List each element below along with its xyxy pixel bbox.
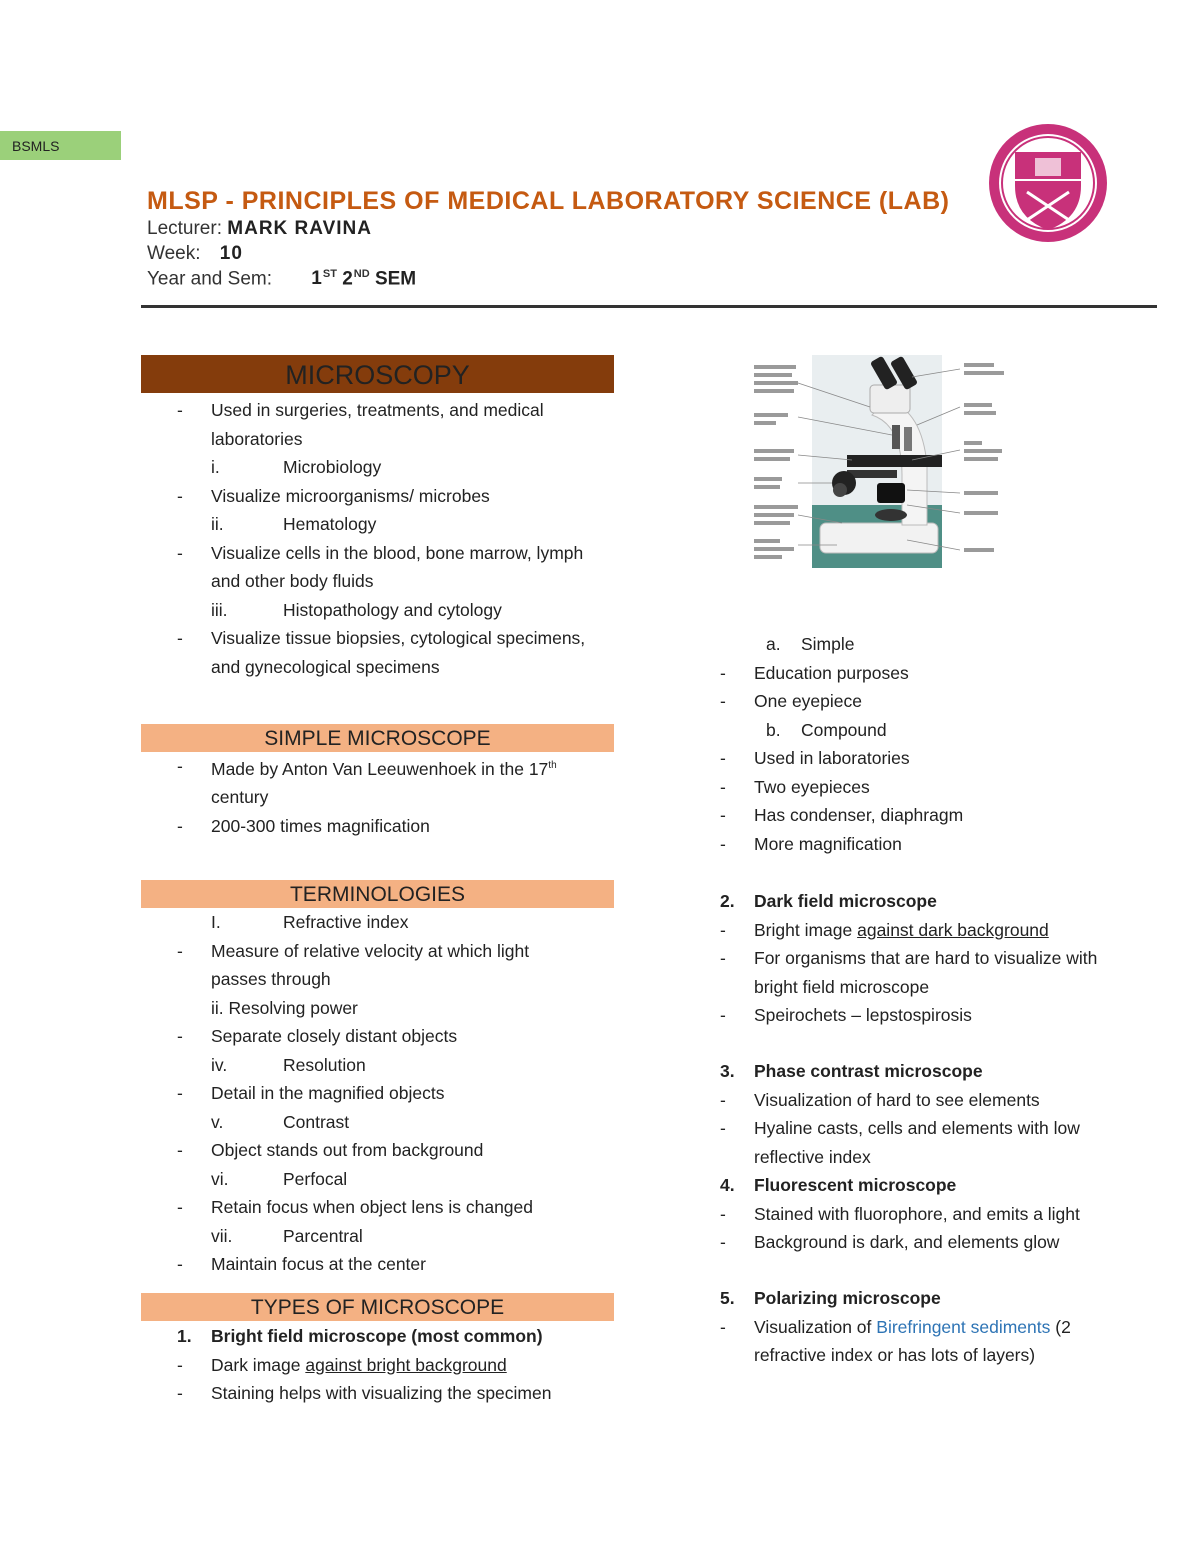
course-tag: BSMLS: [0, 131, 121, 160]
types-heading: TYPES OF MICROSCOPE: [141, 1293, 614, 1321]
list-item: 5. Polarizing microscope: [720, 1288, 941, 1308]
list-item: - Measure of relative velocity at which light: [177, 940, 530, 961]
week-line: Week: 10: [147, 243, 243, 264]
right-column-list: [684, 630, 1164, 858]
list-item: - More magnification: [720, 833, 902, 854]
list-item: - One eyepiece: [720, 691, 862, 711]
dark-field-section: [684, 887, 1164, 1030]
list-item: ii. Hematology: [211, 514, 377, 534]
simple-microscope-heading: SIMPLE MICROSCOPE: [141, 724, 614, 752]
university-seal-icon: [987, 122, 1109, 244]
microscopy-heading: MICROSCOPY: [141, 355, 614, 393]
list-item: iv. Resolution: [211, 1054, 366, 1075]
list-item: 2. Dark field microscope: [720, 891, 937, 911]
list-item: - 200-300 times magnification: [177, 815, 430, 836]
list-item: - Object stands out from background: [177, 1140, 484, 1160]
list-item: - Made by Anton Van Leeuwenhoek in the 17th: [177, 756, 557, 779]
list-item: 4. Fluorescent microscope: [720, 1175, 957, 1195]
list-item: - Visualization of Birefringent sediments (2: [720, 1316, 1071, 1337]
list-item: - Staining helps with visualizing the specimen: [177, 1383, 552, 1403]
list-item: - Visualize microorganisms/ microbes: [177, 485, 490, 506]
list-item: bright field microscope: [754, 976, 930, 997]
list-item: - Maintain focus at the center: [177, 1254, 426, 1274]
list-item: 1. Bright field microscope (most common): [177, 1326, 543, 1346]
list-item: reflective index: [754, 1146, 871, 1167]
terminologies-list: [141, 908, 621, 1279]
list-item: - Separate closely distant objects: [177, 1026, 458, 1046]
list-item: b. Compound: [766, 719, 887, 740]
header-divider: [141, 305, 1157, 308]
list-item: refractive index or has lots of layers): [754, 1345, 1036, 1365]
lecturer-line: Lecturer: MARK RAVINA: [147, 218, 372, 239]
list-item: a. Simple: [766, 634, 855, 654]
lecturer-name: MARK RAVINA: [227, 218, 372, 239]
list-item: - Hyaline casts, cells and elements with low: [720, 1118, 1080, 1138]
list-item: - For organisms that are hard to visualize with: [720, 948, 1098, 968]
year-sem-line: Year and Sem: 1ST 2ND SEM: [147, 268, 417, 290]
list-item: 3. Phase contrast microscope: [720, 1061, 983, 1081]
list-item: - Education purposes: [720, 662, 909, 683]
list-item: - Bright image against dark background: [720, 919, 1049, 940]
types-list: [141, 1322, 621, 1408]
list-item: - Detail in the magnified objects: [177, 1083, 445, 1103]
list-item: - Dark image against bright background: [177, 1354, 507, 1375]
list-item: - Has condenser, diaphragm: [720, 805, 964, 825]
phase-contrast-section: [684, 1057, 1164, 1257]
list-item: - Background is dark, and elements glow: [720, 1232, 1060, 1252]
list-item: century: [211, 787, 269, 808]
week-value: 10: [219, 243, 243, 264]
terminologies-heading: TERMINOLOGIES: [141, 880, 614, 908]
list-item: - Retain focus when object lens is changed: [177, 1197, 534, 1217]
list-item: - Speirochets – lepstospirosis: [720, 1005, 972, 1025]
list-item: i. Microbiology: [211, 457, 382, 477]
list-item: - Two eyepieces: [720, 776, 870, 797]
list-item: - Stained with fluorophore, and emits a light: [720, 1203, 1080, 1224]
list-item: v. Contrast: [211, 1111, 350, 1132]
microscope-diagram: [752, 355, 1012, 568]
list-item: - Visualize tissue biopsies, cytological specimens, and gynecological specimens: [177, 628, 586, 677]
list-item: vii. Parcentral: [211, 1225, 363, 1246]
list-item: vi. Perfocal: [211, 1168, 348, 1189]
list-item: - Used in surgeries, treatments, and medical laboratories: [177, 400, 544, 449]
simple-microscope-list: [141, 752, 621, 840]
list-item: iii. Histopathology and cytology: [211, 599, 502, 620]
list-item: I. Refractive index: [211, 912, 409, 932]
list-item: - Visualization of hard to see elements: [720, 1089, 1040, 1110]
polarizing-section: [684, 1284, 1164, 1370]
list-item: ii. Resolving power: [211, 997, 358, 1018]
page-title: MLSP - PRINCIPLES OF MEDICAL LABORATORY SCIENCE (LAB): [147, 187, 950, 215]
list-item: - Used in laboratories: [720, 748, 910, 768]
list-item: passes through: [211, 969, 331, 989]
birefringent-term: Birefringent sediments: [876, 1316, 1051, 1337]
list-item: - Visualize cells in the blood, bone marrow, lymph and other body fluids: [177, 542, 584, 591]
microscopy-list: [141, 396, 621, 681]
